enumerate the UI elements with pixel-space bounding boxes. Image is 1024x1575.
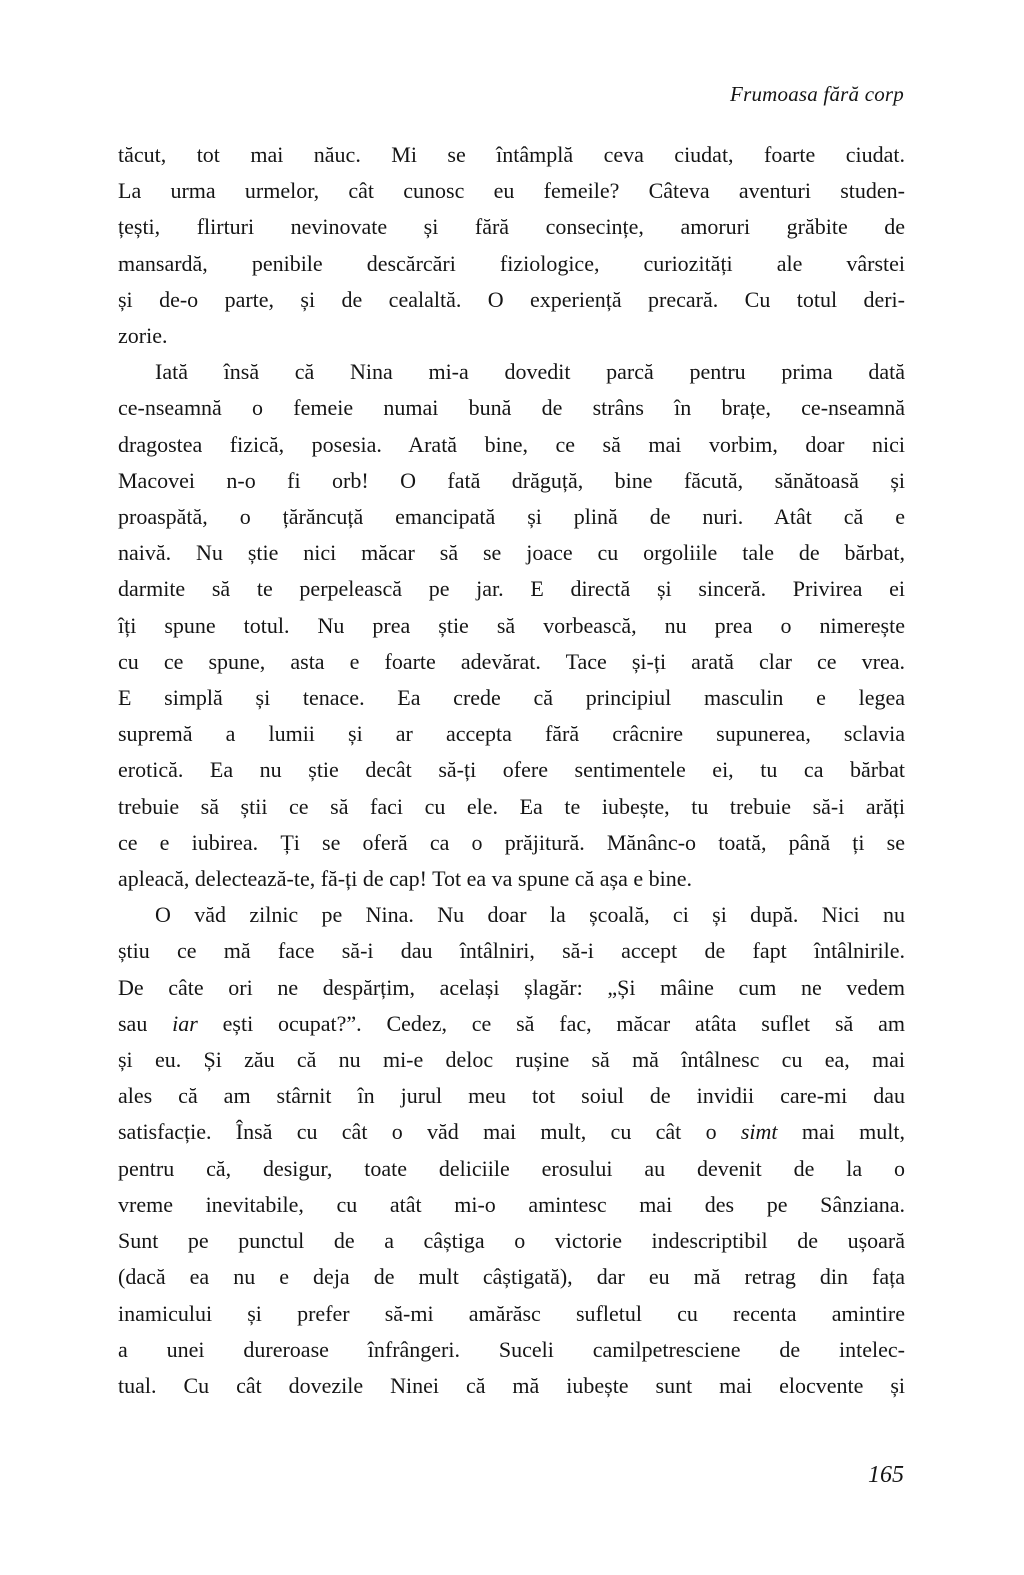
text-line: satisfacție. Însă cu cât o văd mai mult, cu cât o simt mai mult, — [118, 1119, 905, 1145]
text-line: și de-o parte, și de cealaltă. O experiență precară. Cu totul deri- — [118, 286, 905, 312]
text-line: trebuie să știi ce să faci cu ele. Ea te iubește, tu trebuie să-i arăți — [118, 793, 905, 819]
paragraph — [118, 354, 905, 897]
text-line: tual. Cu cât dovezile Ninei că mă iubește sunt mai elocvente și — [118, 1372, 905, 1398]
text-line: Iată însă că Nina mi-a dovedit parcă pentru prima dată — [155, 359, 905, 385]
text-line: zorie. — [118, 323, 168, 349]
text-line: vreme inevitabile, cu atât mi-o amintesc mai des pe Sânziana. — [118, 1191, 905, 1217]
text-line: proaspătă, o țărăncuță emancipată și plină de nuri. Atât că e — [118, 504, 905, 530]
text-line: (dacă ea nu e deja de mult câștigată), dar eu mă retrag din fața — [118, 1264, 905, 1290]
text-line: inamicului și prefer să-mi amărăsc sufletul cu recenta amintire — [118, 1300, 905, 1326]
text-line: tăcut, tot mai năuc. Mi se întâmplă ceva ciudat, foarte ciudat. — [118, 142, 905, 167]
running-head: Frumoasa fără corp — [730, 82, 904, 106]
text-line: țești, flirturi nevinovate și fără consecințe, amoruri grăbite de — [118, 214, 905, 240]
text-line: Macovei n-o fi orb! O fată drăguță, bine făcută, sănătoasă și — [118, 467, 905, 493]
text-line: și eu. Și zău că nu mi-e deloc rușine să mă întâlnesc cu ea, mai — [118, 1047, 905, 1073]
text-line: O văd zilnic pe Nina. Nu doar la școală, ci și după. Nici nu — [155, 902, 905, 928]
body-text — [118, 137, 905, 1404]
text-line: dragostea fizică, posesia. Arată bine, ce să mai vorbim, doar nici — [118, 431, 905, 457]
text-line: a unei dureroase înfrângeri. Suceli camilpetresciene de intelec- — [118, 1336, 905, 1362]
text-line: mansardă, penibile descărcări fiziologice, curiozități ale vârstei — [118, 250, 905, 276]
text-line: îți spune totul. Nu prea știe să vorbească, nu prea o nimerește — [118, 612, 905, 638]
text-line: ce-nseamnă o femeie numai bună de strâns în brațe, ce-nseamnă — [118, 395, 905, 421]
text-line: ce e iubirea. Ți se oferă ca o prăjitură. Mănânc-o toată, până ți se — [118, 829, 905, 855]
text-line: E simplă și tenace. Ea crede că principiul masculin e legea — [118, 685, 905, 711]
paragraph — [118, 137, 905, 354]
text-line: erotică. Ea nu știe decât să-ți ofere sentimentele ei, tu ca bărbat — [118, 757, 905, 783]
text-line: apleacă, delectează-te, fă-ți de cap! Tot ea va spune că așa e bine. — [118, 866, 692, 892]
page-number: 165 — [868, 1462, 904, 1488]
text-line: darmite să te perpelească pe jar. E directă și sinceră. Privirea ei — [118, 576, 905, 602]
text-line: cu ce spune, asta e foarte adevărat. Tace și-ți arată clar ce vrea. — [118, 648, 905, 674]
text-line: supremă a lumii și ar accepta fără crâcnire supunerea, sclavia — [118, 721, 905, 747]
text-line: De câte ori ne despărțim, același șlagăr: „Și mâine cum ne vedem — [118, 974, 905, 1000]
text-line: Sunt pe punctul de a câștiga o victorie indescriptibil de ușoară — [118, 1228, 905, 1254]
paragraph — [118, 897, 905, 1404]
text-line: sau iar ești ocupat?”. Cedez, ce să fac, măcar atâta suflet să am — [118, 1010, 905, 1036]
text-line: știu ce mă face să-i dau întâlniri, să-i accept de fapt întâlnirile. — [118, 938, 905, 964]
text-line: La urma urmelor, cât cunosc eu femeile? Câteva aventuri studen- — [118, 178, 905, 204]
text-line: naivă. Nu știe nici măcar să se joace cu orgoliile tale de bărbat, — [118, 540, 905, 566]
text-line: pentru că, desigur, toate deliciile erosului au devenit de la o — [118, 1155, 905, 1181]
text-line: ales că am stârnit în jurul meu tot soiul de invidii care-mi dau — [118, 1083, 905, 1109]
